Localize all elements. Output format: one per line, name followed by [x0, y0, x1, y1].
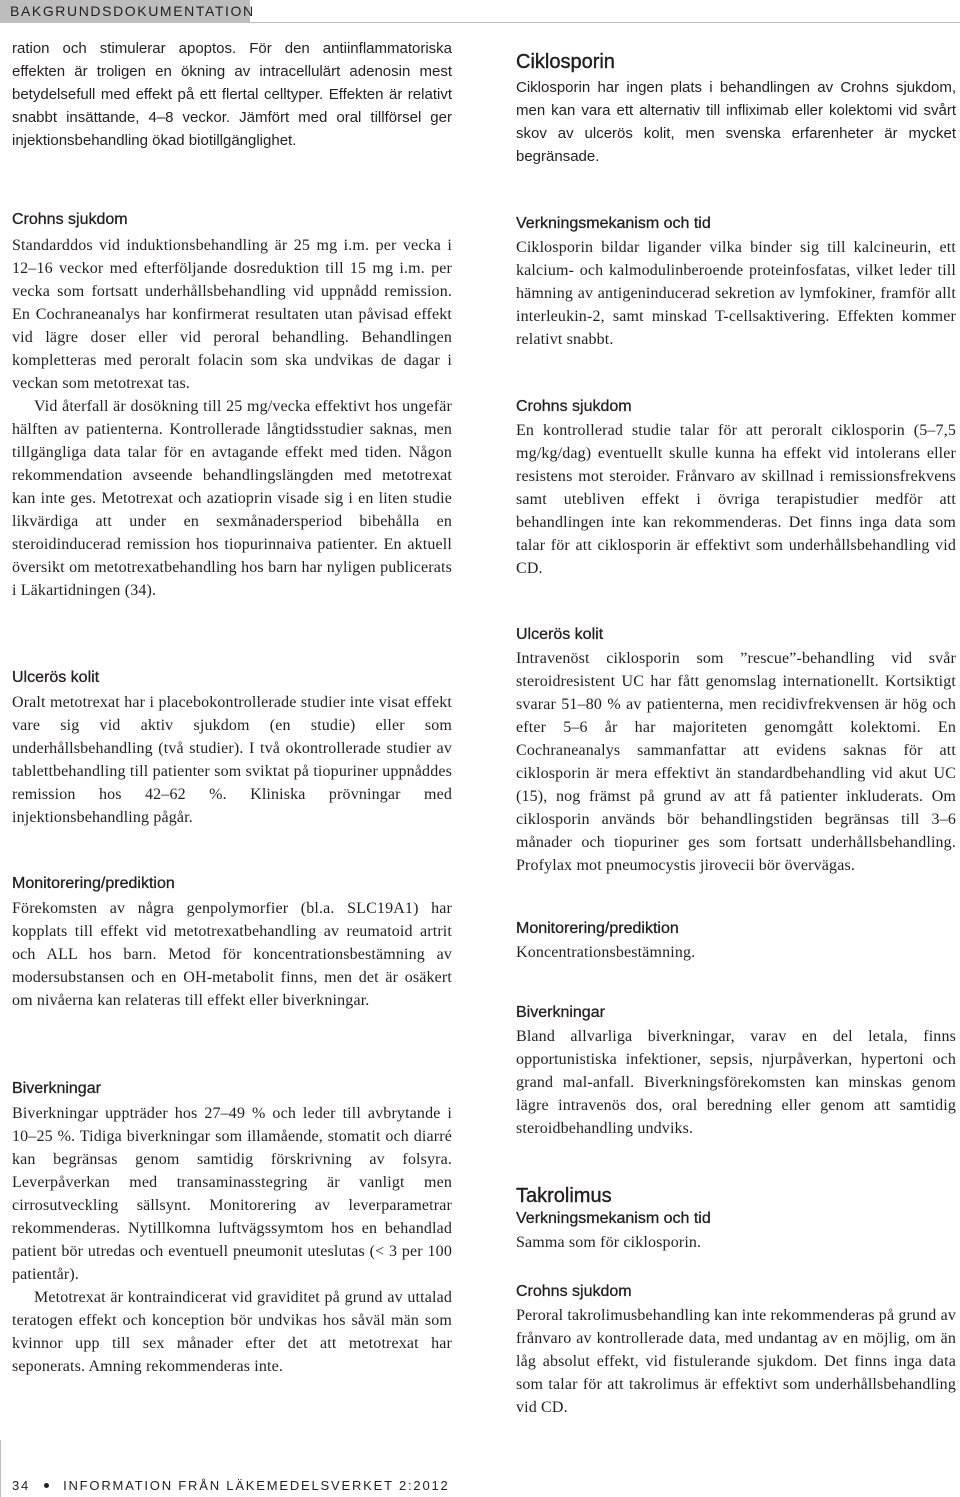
side-effects-paragraph-2: Metotrexat är kontraindicerat vid graviditet på grund av uttalad teratogen effekt och konception bör undvikas hos såväl män som kvinnor upp till sex månader efter det att metotrexat har seponerats. Amning rekommenderas inte. — [12, 1289, 452, 1375]
crohns-heading: Crohns sjukdom — [12, 211, 128, 228]
intro-paragraph: ration och stimulerar apoptos. För den antiinflammatoriska effekten är troligen en ökning av intracellulärt adenosin mest betydelsefull med effekt på ett flertal celltyper. Effekten är relativt snabbt insättande, 4–8 veckor. Jämfört med oral tillförsel ger injektionsbehandling ökad biotillgänglighet. — [12, 40, 452, 149]
right-side-effects-section — [516, 1002, 956, 1140]
tacrolimus-mechanism-heading: Verkningsmekanism och tid — [516, 1210, 711, 1227]
uc-paragraph-right: Intravenöst ciklosporin som ”rescue”-behandling vid svår steroidresistent UC har fått genomslag internationellt. Kortsiktigt svarar 51–80 % av patienterna, men recidivfrekvensen är hög och efter 5–6 år har majoriteten genomgått kolektomi. En Cochraneanalys sammanfattar att evidens saknas för att ciklosporin är mera effektivt än standardbehandling vid akut UC (15), nog främst på grund av att få patienter inkluderats. Om ciklosporin används bör behandlingstiden begränsas till 3–6 månader och tiopuriner ges som fortsatt underhållsbehandling. Profylax mot pneumocystis jirovecii bör övervägas. — [516, 650, 956, 874]
tacrolimus-mechanism-paragraph: Samma som för ciklosporin. — [516, 1234, 702, 1251]
page-number: 34 — [12, 1478, 31, 1493]
crohns-paragraph-1: Standarddos vid induktionsbehandling är 25 mg i.m. per vecka i 12–16 veckor med efterföljande dosreduktion till 15 mg i.m. per vecka som fortsatt underhållsbehandling vid uppnådd remission. En Cochraneanalys har konfirmerat resultaten utan påvisad effekt vid lägre doser eller vid peroral behandling. Behandlingen kompletteras med peroralt folacin som ska undvikas de dagar i veckan som metotrexat tas. — [12, 237, 452, 392]
tacrolimus-crohns-paragraph: Peroral takrolimusbehandling kan inte rekommenderas på grund av frånvaro av kontrollerade data, med undantag av en möjlig, om än låg absolut effekt, vid fistulerande sjukdom. Det finns inga data som talar för att takrolimus är effektivt som underhållsbehandling vid CD. — [516, 1307, 956, 1416]
footer-rule — [0, 1440, 1, 1497]
left-crohns-section — [12, 209, 452, 602]
left-intro-block — [12, 37, 452, 152]
mechanism-heading: Verkningsmekanism och tid — [516, 215, 711, 232]
bullet-icon — [44, 1483, 49, 1488]
side-effects-paragraph-right: Bland allvarliga biverkningar, varav en del letala, finns opportunistiska infektioner, sepsis, njurpåverkan, hypertoni och grand mal-anfall. Biverkningsförekomsten kan minskas genom lägre intravenös dos, oral beredning eller genom att samtidig steroidbehandling undviks. — [516, 1028, 956, 1137]
right-cyclosporin-intro — [516, 50, 956, 168]
side-effects-heading: Biverkningar — [12, 1080, 101, 1097]
section-label: BAKGRUNDSDOKUMENTATION — [10, 3, 255, 19]
right-mechanism-section — [516, 213, 956, 351]
uc-heading-right: Ulcerös kolit — [516, 626, 604, 643]
monitoring-paragraph-right: Koncentrationsbestämning. — [516, 944, 696, 961]
monitoring-paragraph: Förekomsten av några genpolymorfier (bl.a. SLC19A1) har kopplats till effekt vid metotrexatbehandling av reumatoid artrit och ALL hos barn. Metod för koncentrationsbestämning av modersubstansen och en OH-metabolit finns, men det är osäkert om nivåerna kan relateras till effekt eller biverkningar. — [12, 900, 452, 1009]
publication-name: INFORMATION FRÅN LÄKEMEDELSVERKET 2:2012 — [63, 1478, 450, 1493]
cyclosporin-title: Ciklosporin — [516, 51, 615, 73]
crohns-paragraph-2: Vid återfall är dosökning till 25 mg/vecka effektivt hos ungefär hälften av patienterna. Kontrollerade långtidsstudier saknas, men tillgängliga data talar för en avtagande effekt med tiden. Någon rekommendation avseende behandlingslängden med metotrexat kan inte ges. Metotrexat och azatioprin visade sig i en liten studie likvärdiga att under en sexmånadersperiod bibehålla en steroidinducerad remission hos tiopurinnaiva patienter. En aktuell översikt om metotrexatbehandling hos barn har nyligen publicerats i Läkartidningen (34). — [12, 398, 452, 599]
mechanism-paragraph: Ciklosporin bildar ligander vilka binder sig till kalcineurin, ett kalcium- och kalmodulinberoende proteinfosfatas, vilket leder till hämning av antigeninducerad sekretion av lymfokiner, framför allt interleukin-2, samt minskad T-cellsaktivering. Effekten kommer relativt snabbt. — [516, 239, 956, 348]
header-rule — [0, 22, 960, 23]
left-side-effects-section — [12, 1078, 452, 1378]
tacrolimus-title: Takrolimus — [516, 1185, 612, 1207]
right-monitoring-section — [516, 918, 956, 964]
monitoring-heading-right: Monitorering/prediktion — [516, 920, 679, 937]
left-uc-section — [12, 667, 452, 829]
side-effects-heading-right: Biverkningar — [516, 1004, 605, 1021]
crohns-heading-right: Crohns sjukdom — [516, 398, 632, 415]
right-uc-section — [516, 624, 956, 877]
page-footer — [12, 1478, 450, 1493]
uc-paragraph: Oralt metotrexat har i placebokontrollerade studier inte visat effekt vare sig vid aktiv sjukdom (en studie) eller som underhållsbehandling (två studier). I två okontrollerade studier av tablettbehandling till patienter som sviktat på tiopuriner uppnåddes remission hos 42–62 %. Kliniska prövningar med injektionsbehandling pågår. — [12, 694, 452, 826]
cyclosporin-intro-paragraph: Ciklosporin har ingen plats i behandlingen av Crohns sjukdom, men kan vara ett alternativ till infliximab eller kolektomi vid svårt skov av ulcerös kolit, men svenska erfarenheter är mycket begränsade. — [516, 79, 956, 165]
tacrolimus-crohns-heading: Crohns sjukdom — [516, 1283, 632, 1300]
right-tacrolimus-section — [516, 1184, 956, 1419]
side-effects-paragraph-1: Biverkningar uppträder hos 27–49 % och leder till avbrytande i 10–25 %. Tidiga biverkningar som illamående, stomatit och diarré kan begränsas genom samtidig förskrivning av folsyra. Leverpåverkan med transaminasstegring är vanligt men cirrosutveckling sällsynt. Monitorering av leverparametrar rekommenderas. Nytillkomna luftvägssymtom hos en behandlad patient bör utredas och eventuell pneumonit uteslutas (< 3 per 100 patientår). — [12, 1105, 452, 1283]
monitoring-heading: Monitorering/prediktion — [12, 875, 175, 892]
right-crohns-section — [516, 396, 956, 580]
crohns-paragraph-right: En kontrollerad studie talar för att peroralt ciklosporin (5–7,5 mg/kg/dag) eventuellt skulle kunna ha effekt vid intolerans eller resistens mot steroider. Frånvaro av skillnad i remissionsfrekvens samt utebliven effekt i övriga terapistudier medför att behandlingen inte kan rekommenderas. Det finns inga data som talar för att ciklosporin är effektivt som underhållsbehandling vid CD. — [516, 422, 956, 577]
left-monitoring-section — [12, 873, 452, 1012]
uc-heading: Ulcerös kolit — [12, 669, 100, 686]
